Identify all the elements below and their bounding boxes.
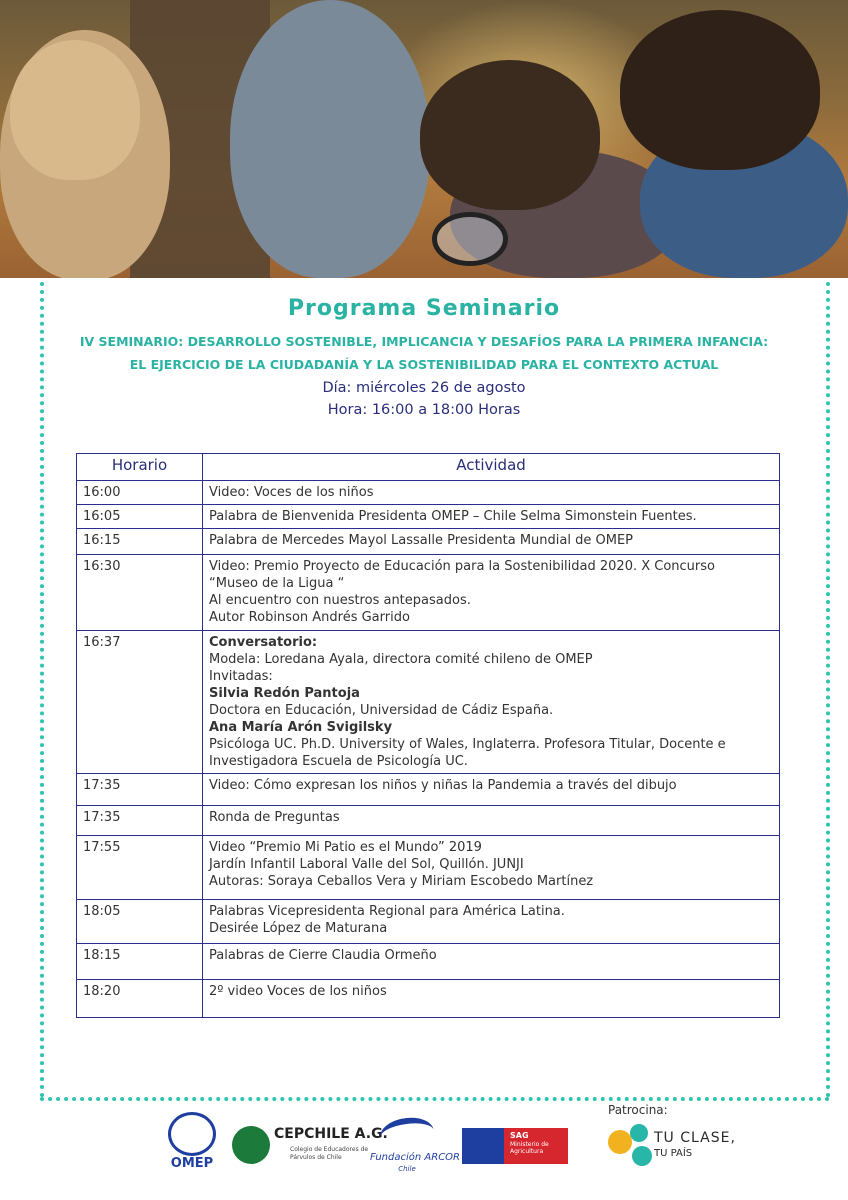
activity-line: Modela: Loredana Ayala, directora comité chileno de OMEP — [209, 652, 593, 667]
row-time: 17:55 — [77, 836, 203, 900]
table-row — [77, 836, 780, 900]
activity-line: Video: Cómo expresan los niños y niñas la Pandemia a través del dibujo — [209, 778, 677, 793]
arcor-logo-country: Chile — [398, 1165, 416, 1173]
page-title: Programa Seminario — [287, 296, 561, 321]
activity-line: Investigadora Escuela de Psicología UC. — [209, 754, 468, 769]
table-row — [77, 505, 780, 529]
activity-line: Autor Robinson Andrés Garrido — [209, 610, 410, 625]
activity-line: Desirée López de Maturana — [209, 921, 388, 936]
wing-icon — [378, 1114, 436, 1153]
table-row — [77, 481, 780, 505]
activity-line: Ana María Arón Svigilsky — [209, 720, 393, 735]
row-time: 16:37 — [77, 631, 203, 774]
row-time: 16:30 — [77, 555, 203, 631]
row-time: 16:00 — [77, 481, 203, 505]
activity-line: Video: Voces de los niños — [209, 485, 374, 500]
activity-line: “Museo de la Ligua “ — [209, 576, 345, 591]
activity-line: Video “Premio Mi Patio es el Mundo” 2019 — [209, 840, 482, 855]
column-header-activity: Actividad — [203, 454, 780, 481]
leaf-icon — [232, 1126, 270, 1164]
seminar-subtitle-line1: IV SEMINARIO: DESARROLLO SOSTENIBLE, IMPLICANCIA Y DESAFÍOS PARA LA PRIMERA INFANCIA: — [79, 334, 769, 349]
activity-line: Palabra de Bienvenida Presidenta OMEP – Chile Selma Simonstein Fuentes. — [209, 509, 697, 524]
table-row — [77, 631, 780, 774]
activity-line: Palabra de Mercedes Mayol Lassalle Presidenta Mundial de OMEP — [209, 533, 633, 548]
row-activity — [203, 631, 780, 774]
tcp-logo-line2: TU PAÍS — [654, 1148, 693, 1159]
activity-line: Palabras de Cierre Claudia Ormeño — [209, 948, 437, 963]
program-table — [76, 453, 780, 1018]
activity-line: Ronda de Preguntas — [209, 810, 340, 825]
hero-photo — [0, 0, 848, 278]
activity-line: Invitadas: — [209, 669, 273, 684]
activity-line: Video: Premio Proyecto de Educación para la Sostenibilidad 2020. X Concurso — [209, 559, 715, 574]
omep-logo-text: OMEP — [170, 1156, 214, 1171]
row-activity — [203, 481, 780, 505]
table-row — [77, 774, 780, 806]
activity-line: Conversatorio: — [209, 635, 318, 650]
table-row — [77, 806, 780, 836]
table-row — [77, 900, 780, 944]
omep-logo — [164, 1112, 220, 1170]
table-header-row — [77, 454, 780, 481]
row-time: 18:20 — [77, 980, 203, 1018]
magnifying-glass-icon — [432, 212, 508, 266]
table-row — [77, 980, 780, 1018]
table-row — [77, 944, 780, 980]
row-activity — [203, 505, 780, 529]
row-time: 16:05 — [77, 505, 203, 529]
event-hour: Hora: 16:00 a 18:00 Horas — [327, 402, 521, 418]
chile-shield-icon — [462, 1128, 504, 1164]
speech-bubble-icon — [630, 1124, 648, 1142]
row-time: 18:05 — [77, 900, 203, 944]
tcp-logo-line1: TU CLASE, — [654, 1130, 736, 1146]
frame-bottom — [40, 1097, 830, 1101]
row-activity — [203, 980, 780, 1018]
globe-icon — [168, 1112, 216, 1156]
row-activity — [203, 806, 780, 836]
activity-line: Psicóloga UC. Ph.D. University of Wales, Inglaterra. Profesora Titular, Docente e — [209, 737, 726, 752]
row-time: 16:15 — [77, 529, 203, 555]
speech-bubble-icon — [608, 1130, 632, 1154]
row-time: 18:15 — [77, 944, 203, 980]
row-activity — [203, 836, 780, 900]
activity-line: Palabras Vicepresidenta Regional para América Latina. — [209, 904, 565, 919]
activity-line: Doctora en Educación, Universidad de Cádiz España. — [209, 703, 554, 718]
cepchile-logo-text: CEPCHILE A.G. — [274, 1126, 388, 1142]
cepchile-logo — [232, 1124, 388, 1168]
sag-logo-subtext: Ministerio de Agricultura — [510, 1141, 549, 1155]
row-time: 17:35 — [77, 774, 203, 806]
activity-line: Autoras: Soraya Ceballos Vera y Miriam Escobedo Martínez — [209, 874, 594, 889]
row-activity — [203, 529, 780, 555]
row-activity — [203, 944, 780, 980]
row-activity — [203, 774, 780, 806]
fundacion-arcor-logo — [370, 1118, 460, 1178]
row-time: 17:35 — [77, 806, 203, 836]
row-activity — [203, 555, 780, 631]
cepchile-logo-subtext: Colegio de Educadores de Párvulos de Chile — [290, 1146, 369, 1161]
speech-bubble-icon — [632, 1146, 652, 1166]
sag-logo — [462, 1128, 568, 1164]
tu-clase-tu-pais-logo — [608, 1124, 736, 1170]
table-row — [77, 555, 780, 631]
row-activity — [203, 900, 780, 944]
activity-line: Silvia Redón Pantoja — [209, 686, 360, 701]
event-day: Día: miércoles 26 de agosto — [322, 380, 526, 396]
column-header-time: Horario — [77, 454, 203, 481]
table-row — [77, 529, 780, 555]
activity-line: 2º video Voces de los niños — [209, 984, 387, 999]
sponsor-label: Patrocina: — [608, 1103, 668, 1117]
activity-line: Al encuentro con nuestros antepasados. — [209, 593, 471, 608]
arcor-logo-text: Fundación ARCOR — [370, 1152, 460, 1163]
activity-line: Jardín Infantil Laboral Valle del Sol, Quillón. JUNJI — [209, 857, 524, 872]
sag-logo-text: SAG — [510, 1131, 529, 1140]
seminar-subtitle-line2: EL EJERCICIO DE LA CIUDADANÍA Y LA SOSTENIBILIDAD PARA EL CONTEXTO ACTUAL — [129, 357, 719, 372]
